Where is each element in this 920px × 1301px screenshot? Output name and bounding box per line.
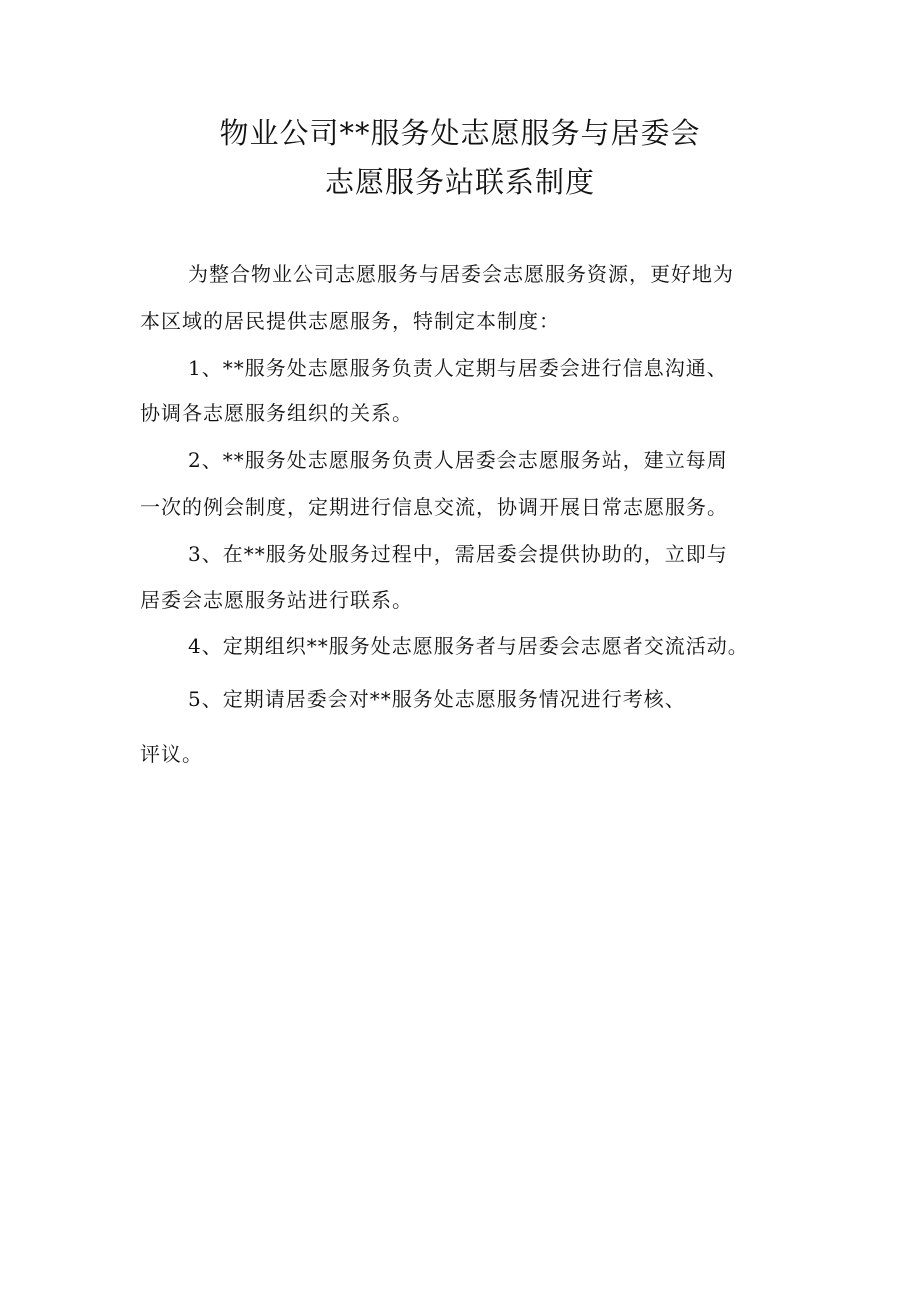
document-title-line-1: 物业公司**服务处志愿服务与居委会 bbox=[219, 116, 701, 150]
clause-1-line-1: 1、**服务处志愿服务负责人定期与居委会进行信息沟通、 bbox=[188, 356, 728, 380]
clause-1-line-2: 协调各志愿服务组织的关系。 bbox=[140, 401, 413, 425]
document-title-line-2: 志愿服务站联系制度 bbox=[324, 165, 595, 199]
clause-5-line-1: 5、定期请居委会对**服务处志愿服务情况进行考核、 bbox=[188, 687, 686, 711]
paragraph-intro-line-1: 为整合物业公司志愿服务与居委会志愿服务资源，更好地为 bbox=[188, 262, 734, 286]
clause-4-line-1: 4、定期组织**服务处志愿服务者与居委会志愿者交流活动。 bbox=[188, 634, 749, 658]
clause-2-line-2: 一次的例会制度，定期进行信息交流，协调开展日常志愿服务。 bbox=[140, 495, 728, 519]
paragraph-intro-line-2: 本区域的居民提供志愿服务，特制定本制度： bbox=[140, 309, 560, 333]
clause-2-line-1: 2、**服务处志愿服务负责人居委会志愿服务站，建立每周 bbox=[188, 448, 728, 472]
clause-3-line-1: 3、在**服务处服务过程中，需居委会提供协助的，立即与 bbox=[188, 542, 728, 566]
clause-5-line-2: 评议。 bbox=[140, 742, 203, 766]
clause-3-line-2: 居委会志愿服务站进行联系。 bbox=[140, 588, 413, 612]
